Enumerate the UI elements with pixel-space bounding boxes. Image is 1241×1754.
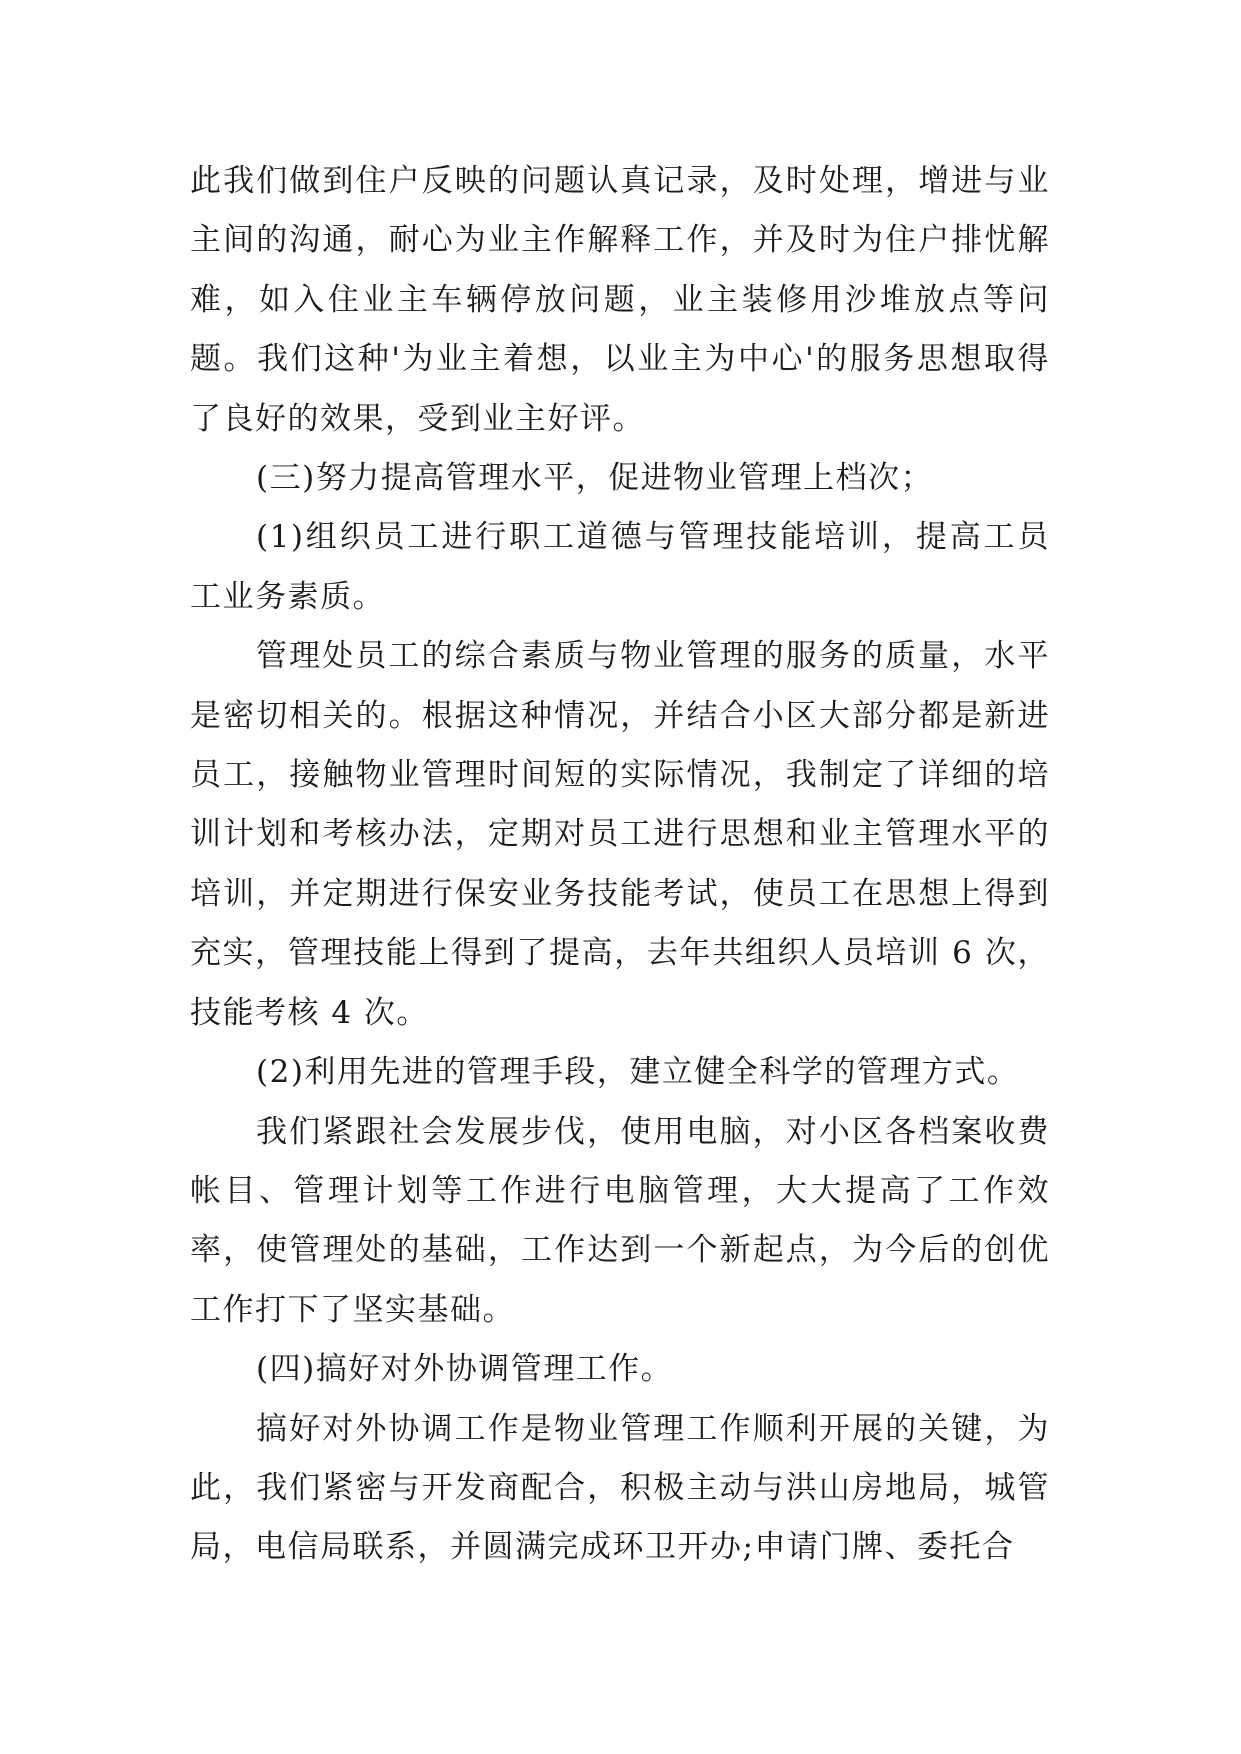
subsection-heading: (2)利用先进的管理手段，建立健全科学的管理方式。 [256,1054,1020,1091]
paragraph: 搞好对外协调工作是物业管理工作顺利开展的关键，为此，我们紧密与开发商配合，积极主动与洪山房地局，城管局，电信局联系，并圆满完成环卫开办;申请门牌、委托合 [190,1410,1050,1566]
document-body [190,152,1050,1578]
subsection-heading: (1)组织员工进行职工道德与管理技能培训，提高工员工业务素质。 [190,519,1050,615]
paragraph: 此我们做到住户反映的问题认真记录，及时处理，增进与业主间的沟通，耐心为业主作解释工作，并及时为住户排忧解难，如入住业主车辆停放问题，业主装修用沙堆放点等问题。我们这种'为业主着想，以业主为中心'的服务思想取得了良好的效果，受到业主好评。 [190,163,1050,437]
section-heading: (三)努力提高管理水平，促进物业管理上档次； [256,460,934,497]
paragraph: 我们紧跟社会发展步伐，使用电脑，对小区各档案收费帐目、管理计划等工作进行电脑管理，大大提高了工作效率，使管理处的基础，工作达到一个新起点，为今后的创优工作打下了坚实基础。 [190,1113,1050,1328]
paragraph: 管理处员工的综合素质与物业管理的服务的质量，水平是密切相关的。根据这种情况，并结合小区大部分都是新进员工，接触物业管理时间短的实际情况，我制定了详细的培训计划和考核办法，定期对员工进行思想和业主管理水平的培训，并定期进行保安业务技能考试，使员工在思想上得到充实，管理技能上得到了提高，去年共组织人员培训 6 次，技能考核 4 次。 [190,638,1050,1031]
section-heading: (四)搞好对外协调管理工作。 [256,1351,674,1388]
